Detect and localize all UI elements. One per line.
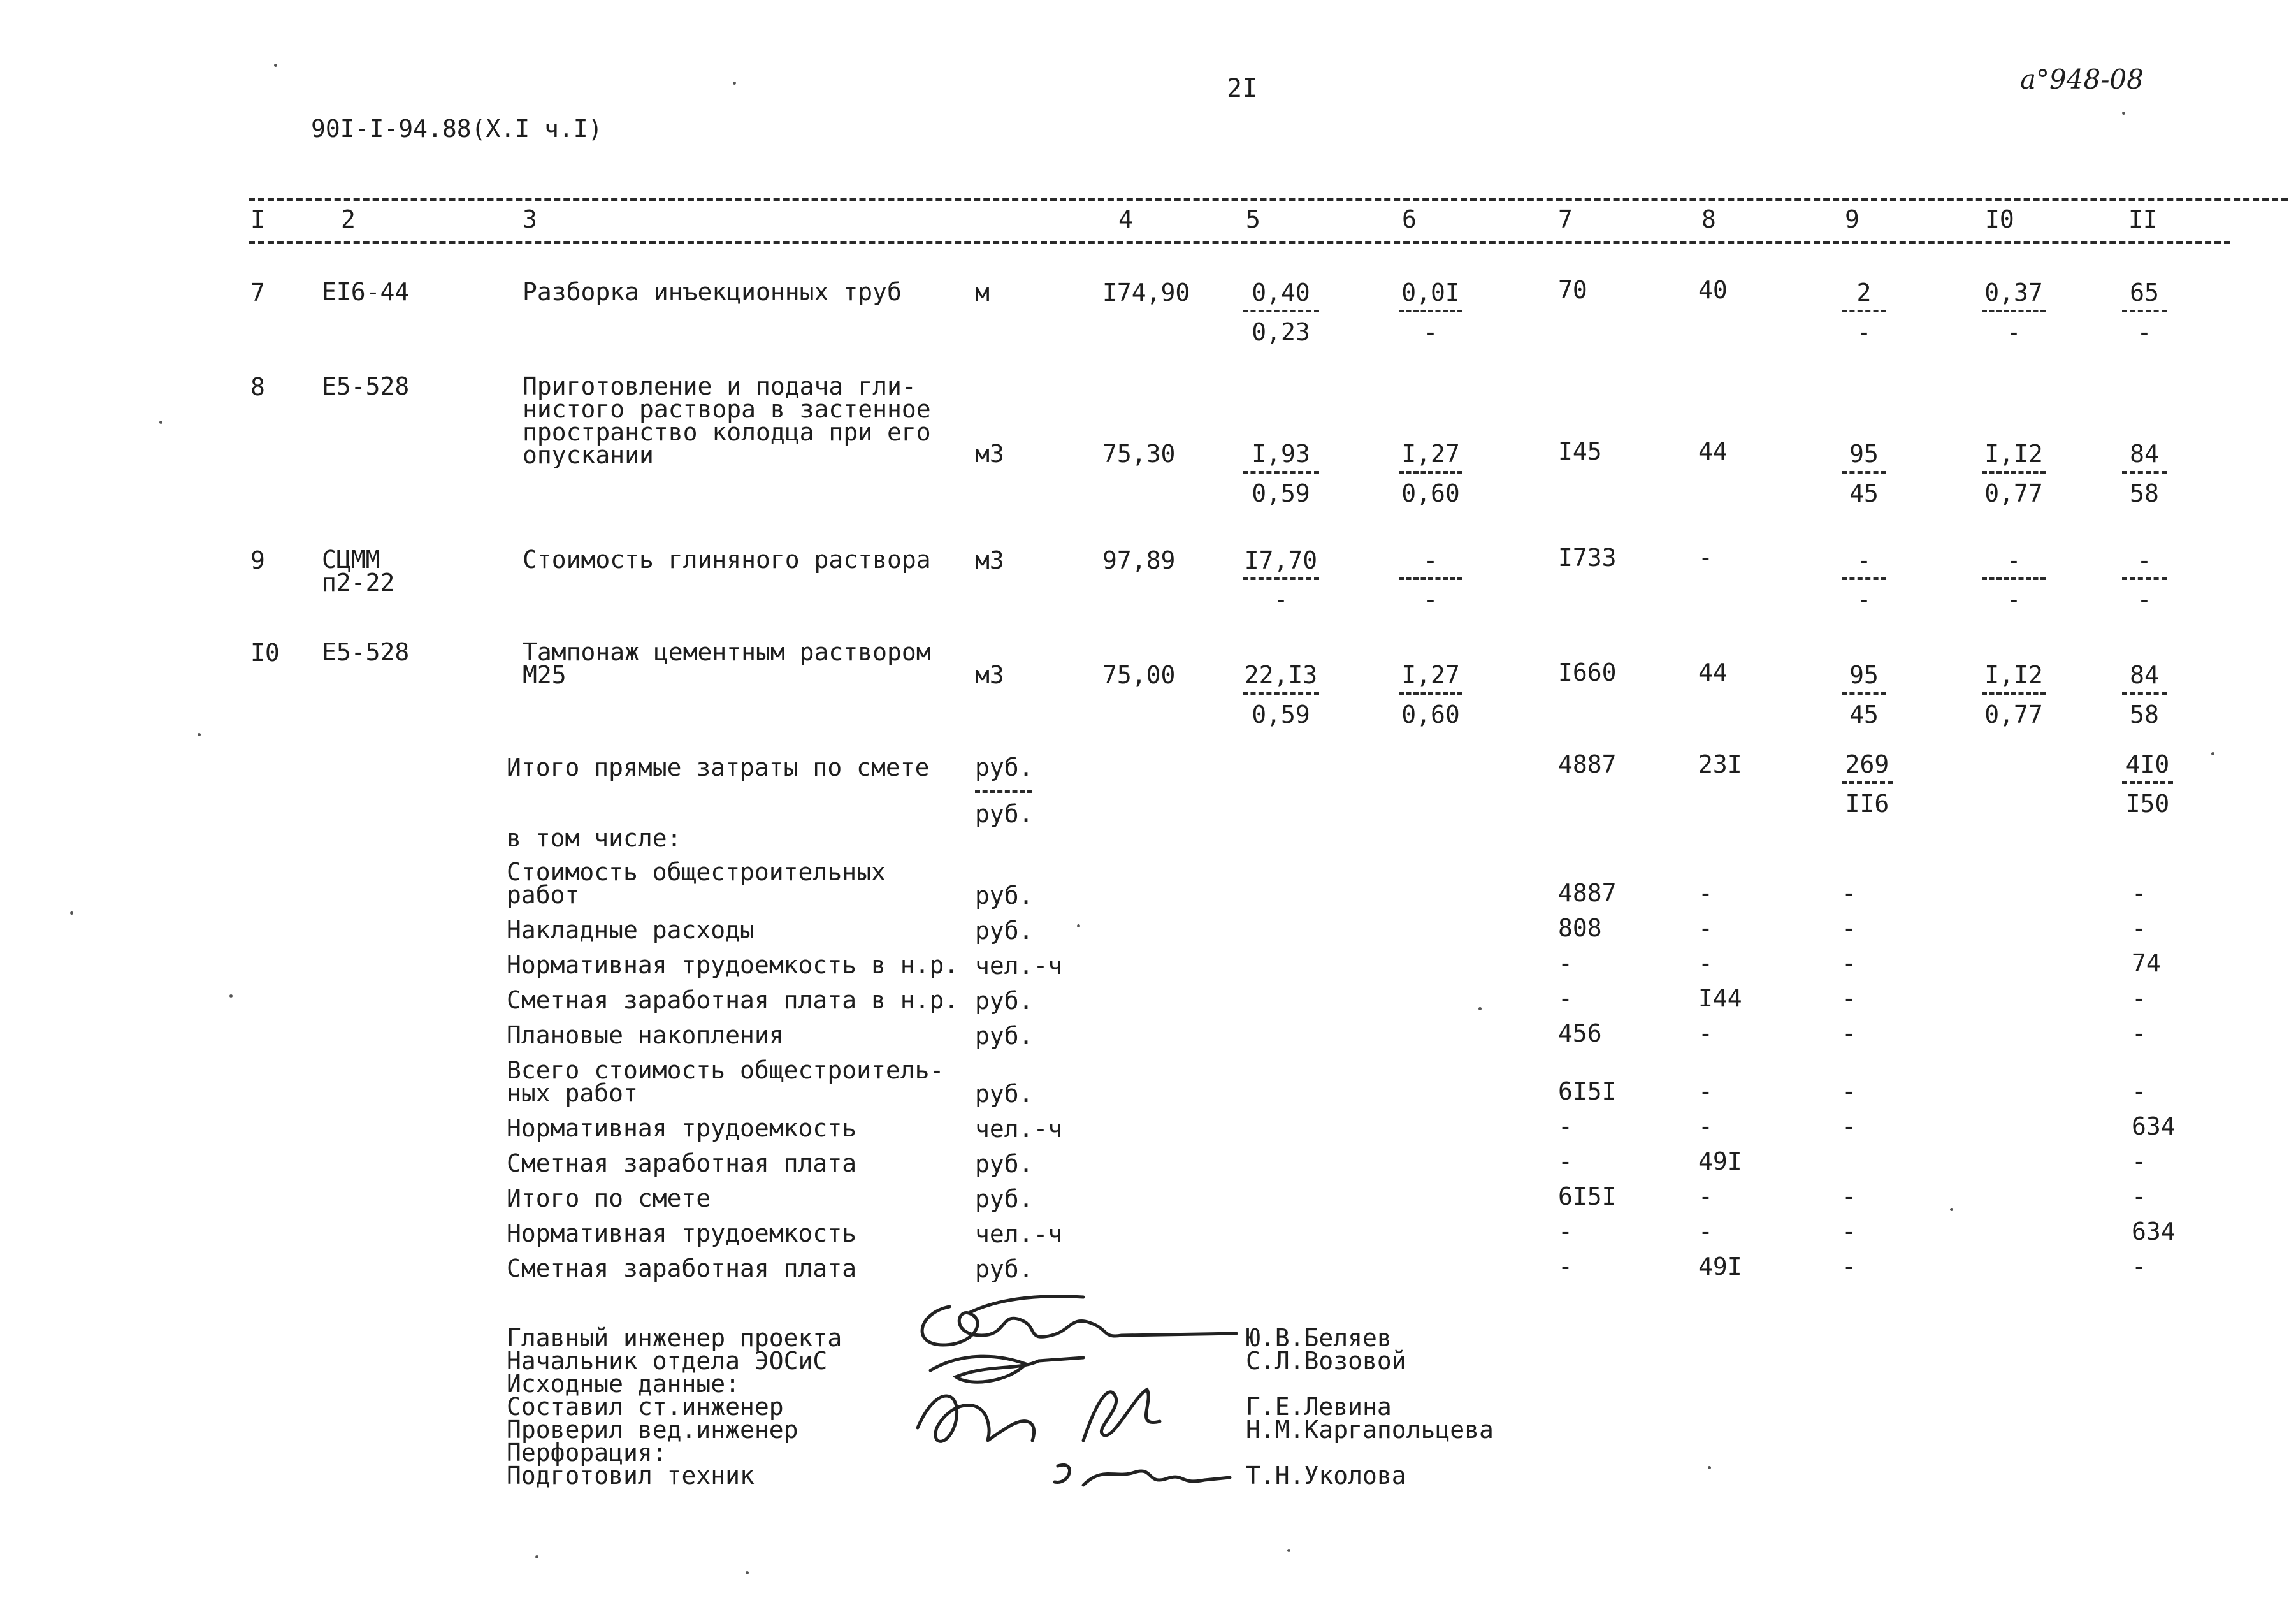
summary-unit: чел.-ч xyxy=(975,1115,1063,1143)
summary-col7: 6I5I xyxy=(1558,1077,1617,1105)
row-quantity: 75,00 xyxy=(1102,661,1176,689)
row-col9 xyxy=(1842,548,1886,612)
row-col11-bottom: 58 xyxy=(2130,701,2159,729)
row-col7: I733 xyxy=(1558,544,1617,572)
row-col6-top: 0,0I xyxy=(1401,279,1460,307)
summary-col8: - xyxy=(1698,949,1713,977)
row-description: Стоимость глиняного раствора xyxy=(523,546,931,574)
row-col9-bottom: - xyxy=(1856,586,1872,614)
summary-label: Нормативная трудоемкость xyxy=(507,1114,857,1142)
row-col11-top: 84 xyxy=(2130,440,2159,468)
page-number: 2I xyxy=(1227,74,1258,103)
scan-speck xyxy=(159,421,162,424)
summary-label: Накладные расходы xyxy=(507,916,755,944)
row-col7: I660 xyxy=(1558,658,1617,686)
row-col11 xyxy=(2122,663,2167,727)
row-col6 xyxy=(1399,663,1462,727)
summary-label: Нормативная трудоемкость в н.р. xyxy=(507,951,959,979)
fraction-bar xyxy=(1399,310,1462,312)
fraction-bar xyxy=(1982,471,2046,474)
header-rule-bottom xyxy=(249,241,2230,244)
summary-col9: - xyxy=(1842,984,1856,1012)
summary-col7: 456 xyxy=(1558,1019,1602,1047)
summary-unit: руб. xyxy=(975,1022,1034,1050)
row-number: I0 xyxy=(250,639,280,667)
summary-col11: - xyxy=(2132,984,2146,1012)
scan-speck xyxy=(1950,1208,1953,1211)
row-col9 xyxy=(1842,442,1886,505)
summary-label: Итого по смете xyxy=(507,1184,711,1212)
summary-unit: руб. xyxy=(975,917,1034,945)
fraction-bar xyxy=(2122,471,2167,474)
summary-unit: руб. xyxy=(975,1255,1034,1283)
row-col6-bottom: 0,60 xyxy=(1401,479,1460,507)
direct-costs-col11 xyxy=(2122,752,2173,816)
row-col9-bottom: - xyxy=(1856,318,1872,346)
row-description: Приготовление и подача гли- нистого раствора в застенное пространство колодца при его опускании xyxy=(523,372,931,469)
signature-role: Составил ст.инженер xyxy=(507,1393,784,1421)
row-col9-bottom: 45 xyxy=(1849,701,1879,729)
row-quantity: 97,89 xyxy=(1102,546,1176,574)
summary-col9: - xyxy=(1842,1252,1856,1281)
direct-costs-col8: 23I xyxy=(1698,750,1742,778)
fraction-bar xyxy=(1842,577,1886,580)
row-code: EI6-44 xyxy=(322,278,410,306)
row-col5 xyxy=(1243,442,1319,505)
row-description: Тампонаж цементным раствором М25 xyxy=(523,638,931,689)
row-col10-bottom: - xyxy=(2006,318,2021,346)
scan-speck xyxy=(1287,1549,1290,1552)
direct-costs-col9-top: 269 xyxy=(1845,750,1889,778)
column-header-3: 3 xyxy=(523,205,537,233)
row-col5-bottom: 0,59 xyxy=(1252,701,1310,729)
row-col7: 70 xyxy=(1558,276,1587,304)
row-quantity: I74,90 xyxy=(1102,279,1190,307)
row-col11 xyxy=(2122,442,2167,505)
row-col11 xyxy=(2122,548,2167,612)
row-unit: м3 xyxy=(975,440,1004,468)
summary-unit: руб. xyxy=(975,1150,1034,1178)
fraction-bar xyxy=(1982,577,2046,580)
row-col8: 44 xyxy=(1698,437,1728,465)
row-col9 xyxy=(1842,663,1886,727)
row-col8: 44 xyxy=(1698,658,1728,686)
direct-costs-col11-top: 4I0 xyxy=(2125,750,2170,778)
row-col5 xyxy=(1243,548,1319,612)
scan-speck xyxy=(229,994,233,998)
summary-col11: 634 xyxy=(2132,1217,2176,1245)
row-code: E5-528 xyxy=(322,638,410,666)
column-header-2: 2 xyxy=(341,205,356,233)
row-col11-bottom: - xyxy=(2137,586,2152,614)
scan-speck xyxy=(746,1571,749,1574)
row-col6 xyxy=(1399,442,1462,505)
row-col10 xyxy=(1982,548,2046,612)
row-col6 xyxy=(1399,548,1462,612)
summary-col7: - xyxy=(1558,949,1573,977)
column-header-1: I xyxy=(250,205,265,233)
row-unit: м xyxy=(975,279,990,307)
fraction-bar xyxy=(1842,781,1893,784)
row-unit: м3 xyxy=(975,546,1004,574)
summary-unit: руб. xyxy=(975,987,1034,1015)
including-label: в том числе: xyxy=(507,824,682,852)
row-col10-bottom: 0,77 xyxy=(1984,701,2043,729)
summary-col11: 74 xyxy=(2132,949,2161,977)
summary-col11: - xyxy=(2132,1182,2146,1210)
signature-role: Начальник отдела ЭОСиС xyxy=(507,1347,828,1375)
row-col10 xyxy=(1982,280,2046,344)
row-col9-top: 95 xyxy=(1849,661,1879,689)
row-quantity: 75,30 xyxy=(1102,440,1176,468)
fraction-bar xyxy=(1399,692,1462,695)
row-col6-bottom: - xyxy=(1423,586,1438,614)
row-description: Разборка инъекционных труб xyxy=(523,278,902,306)
summary-unit: руб. xyxy=(975,1080,1034,1108)
row-col10-top: I,I2 xyxy=(1984,661,2043,689)
handwritten-signatures xyxy=(892,1275,1249,1504)
row-col10-bottom: 0,77 xyxy=(1984,479,2043,507)
header-rule-top xyxy=(249,198,2288,201)
summary-unit: чел.-ч xyxy=(975,952,1063,980)
column-header-7: 7 xyxy=(1558,205,1573,233)
fraction-bar xyxy=(975,790,1032,793)
scan-speck xyxy=(2122,112,2125,115)
column-header-11: II xyxy=(2128,205,2158,233)
signatory-name: С.Л.Возовой xyxy=(1246,1347,1406,1375)
summary-col8: - xyxy=(1698,914,1713,942)
signatory-name: Г.Е.Левина xyxy=(1246,1393,1392,1421)
row-col11-bottom: - xyxy=(2137,318,2152,346)
summary-col7: 6I5I xyxy=(1558,1182,1617,1210)
fraction-bar xyxy=(2122,310,2167,312)
summary-col9: - xyxy=(1842,1112,1856,1140)
direct-costs-col11-bottom: I50 xyxy=(2125,790,2170,818)
fraction-bar xyxy=(2122,577,2167,580)
summary-col7: - xyxy=(1558,984,1573,1012)
summary-col11: - xyxy=(2132,1252,2146,1281)
scan-speck xyxy=(1708,1466,1711,1469)
summary-col9: - xyxy=(1842,949,1856,977)
row-col11 xyxy=(2122,280,2167,344)
direct-costs-unit-top: руб. xyxy=(975,753,1034,781)
summary-unit: чел.-ч xyxy=(975,1220,1063,1248)
summary-label: Сметная заработная плата в н.р. xyxy=(507,986,959,1014)
row-col11-top: - xyxy=(2137,546,2152,574)
row-col10 xyxy=(1982,663,2046,727)
signature-role: Исходные данные: xyxy=(507,1370,740,1398)
row-col6-bottom: 0,60 xyxy=(1401,701,1460,729)
row-col11-top: 65 xyxy=(2130,279,2159,307)
direct-costs-col7: 4887 xyxy=(1558,750,1617,778)
summary-col7: - xyxy=(1558,1112,1573,1140)
fraction-bar xyxy=(2122,692,2167,695)
scan-speck xyxy=(535,1555,538,1558)
row-col5-top: 22,I3 xyxy=(1244,661,1318,689)
row-col5-bottom: - xyxy=(1273,586,1289,614)
fraction-bar xyxy=(1842,310,1886,312)
fraction-bar xyxy=(1243,692,1319,695)
row-col6-top: I,27 xyxy=(1401,440,1460,468)
summary-col8: - xyxy=(1698,1077,1713,1105)
summary-label: Всего стоимость общестроитель- ных работ xyxy=(507,1056,944,1107)
row-col9-top: 95 xyxy=(1849,440,1879,468)
row-col9-top: - xyxy=(1856,546,1872,574)
row-col7: I45 xyxy=(1558,437,1602,465)
row-col5 xyxy=(1243,280,1319,344)
row-code: E5-528 xyxy=(322,372,410,400)
column-header-9: 9 xyxy=(1845,205,1859,233)
row-col6-top: I,27 xyxy=(1401,661,1460,689)
row-col6 xyxy=(1399,280,1462,344)
summary-col8: 49I xyxy=(1698,1147,1742,1175)
fraction-bar xyxy=(1399,577,1462,580)
summary-col9: - xyxy=(1842,1217,1856,1245)
summary-col11: - xyxy=(2132,914,2146,942)
summary-label: Сметная заработная плата xyxy=(507,1149,857,1177)
row-col10-bottom: - xyxy=(2006,586,2021,614)
summary-label: Стоимость общестроительных работ xyxy=(507,858,886,909)
summary-col11: - xyxy=(2132,1019,2146,1047)
direct-costs-unit-bottom: руб. xyxy=(975,800,1034,828)
direct-costs-col9-bottom: II6 xyxy=(1845,790,1889,818)
fraction-bar xyxy=(1982,692,2046,695)
row-col10-top: I,I2 xyxy=(1984,440,2043,468)
summary-col11: - xyxy=(2132,1147,2146,1175)
summary-col7: - xyxy=(1558,1217,1573,1245)
fraction-bar xyxy=(1243,310,1319,312)
summary-col9: - xyxy=(1842,1019,1856,1047)
column-header-8: 8 xyxy=(1701,205,1716,233)
row-col5-top: I,93 xyxy=(1252,440,1310,468)
fraction-bar xyxy=(1842,471,1886,474)
signatory-name: Ю.В.Беляев xyxy=(1246,1324,1392,1352)
signatory-name: Т.Н.Уколова xyxy=(1246,1462,1406,1490)
scan-speck xyxy=(1077,924,1080,927)
handwritten-archive-number: а°948-08 xyxy=(2020,64,2144,95)
row-col11-top: 84 xyxy=(2130,661,2159,689)
summary-label: Сметная заработная плата xyxy=(507,1254,857,1282)
summary-label: Нормативная трудоемкость xyxy=(507,1219,857,1247)
summary-col11: - xyxy=(2132,1077,2146,1105)
row-number: 9 xyxy=(250,546,265,574)
row-number: 8 xyxy=(250,373,265,401)
column-header-6: 6 xyxy=(1402,205,1417,233)
row-col5 xyxy=(1243,663,1319,727)
scan-speck xyxy=(2211,752,2214,755)
summary-col9: - xyxy=(1842,879,1856,907)
summary-col7: - xyxy=(1558,1147,1573,1175)
summary-col7: 4887 xyxy=(1558,879,1617,907)
row-col6-top: - xyxy=(1423,546,1438,574)
row-col9-bottom: 45 xyxy=(1849,479,1879,507)
signature-role: Перфорация: xyxy=(507,1439,667,1467)
row-col9-top: 2 xyxy=(1856,279,1872,307)
row-col11-bottom: 58 xyxy=(2130,479,2159,507)
row-col10 xyxy=(1982,442,2046,505)
row-col10-top: 0,37 xyxy=(1984,279,2043,307)
fraction-bar xyxy=(1842,692,1886,695)
column-header-5: 5 xyxy=(1246,205,1260,233)
row-col9 xyxy=(1842,280,1886,344)
row-col8: - xyxy=(1698,544,1713,572)
row-col5-top: 0,40 xyxy=(1252,279,1310,307)
document-code: 90I-I-94.88(Х.I ч.I) xyxy=(311,115,603,143)
summary-col7: - xyxy=(1558,1252,1573,1281)
row-col8: 40 xyxy=(1698,276,1728,304)
summary-col11: - xyxy=(2132,879,2146,907)
direct-costs-col9 xyxy=(1842,752,1893,816)
summary-col9: - xyxy=(1842,1182,1856,1210)
summary-col9: - xyxy=(1842,914,1856,942)
fraction-bar xyxy=(1399,471,1462,474)
row-col5-top: I7,70 xyxy=(1244,546,1318,574)
fraction-bar xyxy=(1243,471,1319,474)
column-header-4: 4 xyxy=(1118,205,1133,233)
summary-col8: - xyxy=(1698,1217,1713,1245)
row-code: СЦММ п2-22 xyxy=(322,546,395,597)
signature-role: Проверил вед.инженер xyxy=(507,1416,798,1444)
summary-col9: - xyxy=(1842,1077,1856,1105)
row-unit: м3 xyxy=(975,661,1004,689)
row-number: 7 xyxy=(250,279,265,307)
fraction-bar xyxy=(1982,310,2046,312)
signatory-name: Н.М.Каргапольцева xyxy=(1246,1416,1494,1444)
scan-speck xyxy=(198,733,201,736)
row-col10-top: - xyxy=(2006,546,2021,574)
scan-speck xyxy=(70,911,73,915)
summary-col11: 634 xyxy=(2132,1112,2176,1140)
row-col6-bottom: - xyxy=(1423,318,1438,346)
direct-costs-label: Итого прямые затраты по смете xyxy=(507,753,930,781)
scan-speck xyxy=(1478,1007,1482,1010)
row-col5-bottom: 0,59 xyxy=(1252,479,1310,507)
summary-col7: 808 xyxy=(1558,914,1602,942)
summary-col8: - xyxy=(1698,1112,1713,1140)
summary-col8: - xyxy=(1698,1182,1713,1210)
summary-label: Плановые накопления xyxy=(507,1021,784,1049)
fraction-bar xyxy=(2122,781,2173,784)
scan-speck xyxy=(733,82,736,85)
signature-role: Главный инженер проекта xyxy=(507,1324,842,1352)
summary-col8: 49I xyxy=(1698,1252,1742,1281)
column-header-10: I0 xyxy=(1985,205,2014,233)
summary-col8: I44 xyxy=(1698,984,1742,1012)
row-col5-bottom: 0,23 xyxy=(1252,318,1310,346)
signature-role: Подготовил техник xyxy=(507,1462,755,1490)
summary-col8: - xyxy=(1698,879,1713,907)
summary-unit: руб. xyxy=(975,882,1034,910)
fraction-bar xyxy=(1243,577,1319,580)
scan-speck xyxy=(274,64,277,67)
summary-col8: - xyxy=(1698,1019,1713,1047)
summary-unit: руб. xyxy=(975,1185,1034,1213)
